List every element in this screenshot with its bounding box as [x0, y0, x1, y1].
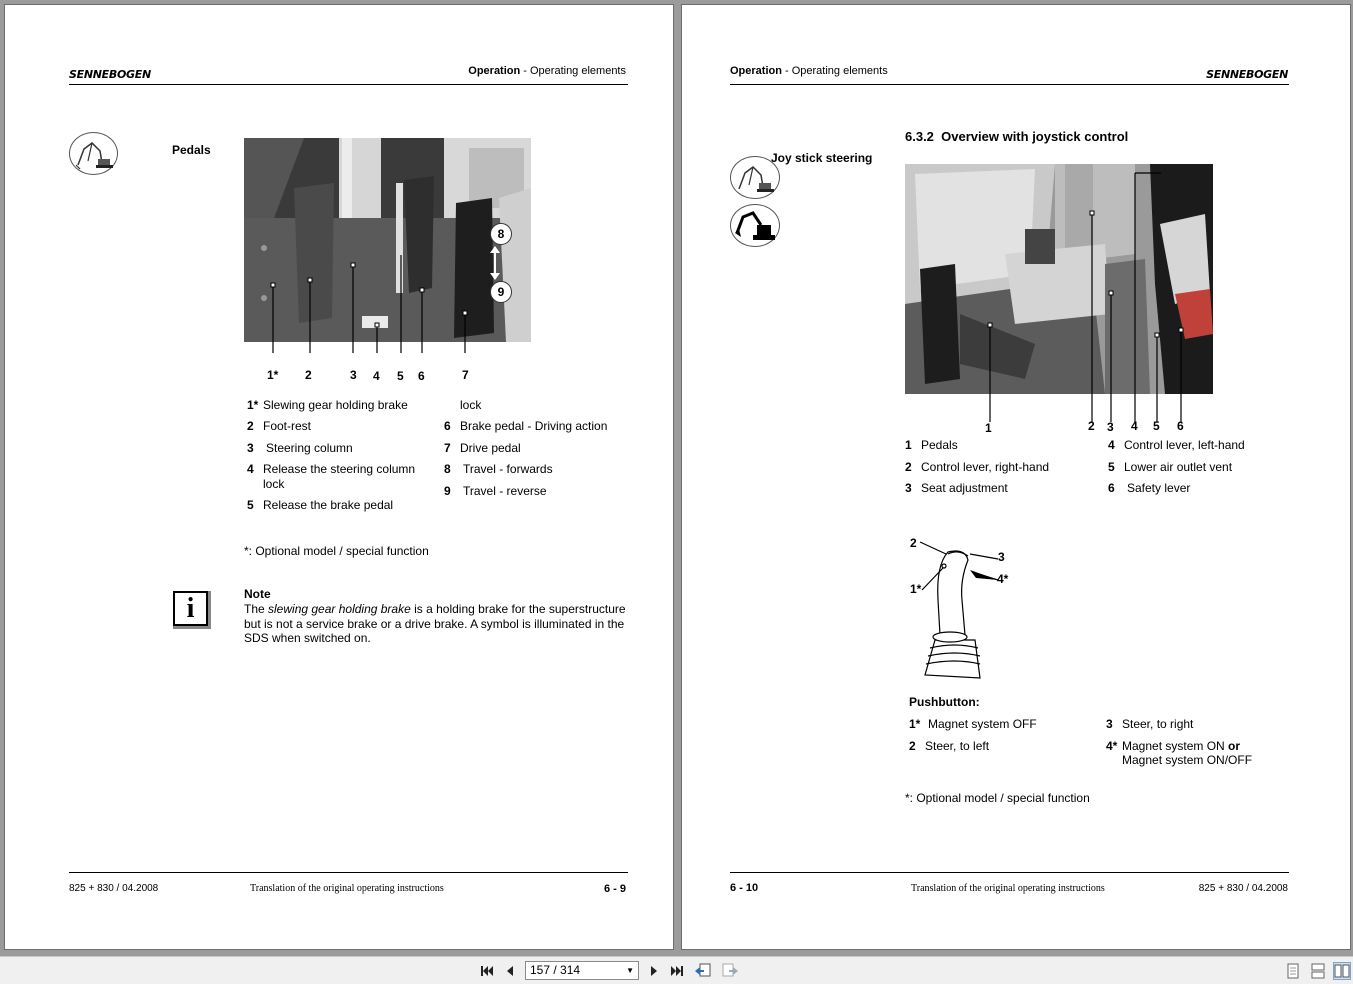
callout-label: 4 [373, 369, 380, 383]
callout-label: 5 [397, 369, 404, 383]
callout-label: 7 [462, 368, 469, 382]
page-header [730, 65, 888, 77]
legend-text: lock [460, 398, 482, 412]
last-page-icon [670, 965, 684, 977]
page-header [468, 65, 626, 77]
legend-num: 6 [444, 419, 451, 433]
footer-translation: Translation of the original operating instructions [911, 883, 1105, 894]
legend-text: Steering column [266, 441, 353, 455]
callout-label: 5 [1153, 419, 1160, 433]
callout-label: 2 [1088, 419, 1095, 433]
side-title: Joy stick steering [771, 151, 873, 165]
page-indicator: 157 / 314 [530, 963, 581, 977]
next-page-button[interactable] [645, 962, 663, 980]
legend-or: or [1228, 739, 1241, 753]
legend-num: 1* [247, 398, 259, 412]
go-back-button[interactable] [694, 962, 712, 980]
legend-num: 5 [247, 498, 254, 512]
two-page-icon [1334, 964, 1350, 978]
section-title: Overview with joystick control [941, 129, 1129, 144]
legend-text [1122, 739, 1240, 753]
footer-page-number: 6 - 10 [730, 882, 759, 894]
header-rule [69, 84, 628, 85]
legend-text: Foot-rest [263, 419, 312, 433]
legend-num: 4* [1106, 739, 1118, 753]
legend-text: Release the brake pedal [263, 498, 394, 512]
right-page [681, 4, 1351, 950]
legend-text: Travel - reverse [463, 484, 547, 498]
callout-reverse-badge: 9 [490, 281, 512, 303]
section-title: Pedals [172, 143, 211, 157]
go-forward-button[interactable] [721, 962, 739, 980]
header-section: Operation [730, 65, 782, 77]
legend-text: Seat adjustment [921, 481, 1008, 495]
header-subsection: - Operating elements [781, 65, 888, 77]
single-page-view-button[interactable] [1284, 962, 1302, 980]
legend-text: Travel - forwards [463, 462, 553, 476]
legend-text: lock [263, 477, 285, 491]
callout-leaders [905, 165, 1215, 425]
callout-label: 6 [418, 369, 425, 383]
legend-text: Pedals [921, 438, 958, 452]
sennebogen-logo: SENNEBOGEN [69, 68, 151, 81]
viewer-toolbar [0, 956, 1353, 984]
callout-label: 1* [267, 368, 279, 382]
legend-num: 9 [444, 484, 451, 498]
joystick-label: 3 [998, 550, 1005, 564]
crane-machine-icon [69, 132, 118, 175]
optional-footnote: *: Optional model / special function [905, 791, 1090, 805]
legend-num: 2 [247, 419, 254, 433]
first-page-button[interactable] [478, 962, 496, 980]
info-icon: i [173, 591, 211, 629]
callout-label: 3 [350, 368, 357, 382]
footer-page-number: 6 - 9 [603, 883, 626, 895]
legend-num: 3 [1106, 717, 1113, 731]
legend-num: 4 [247, 462, 254, 476]
legend-num: 6 [1108, 481, 1115, 495]
legend-text: Magnet system ON/OFF [1122, 753, 1253, 767]
continuous-view-button[interactable] [1309, 962, 1327, 980]
legend-text: Magnet system OFF [928, 717, 1037, 731]
note-body-rest: is a holding brake for the superstructure but is not a service brake or a drive brake. A symbol is illuminated in the SDS when switched on. [244, 602, 626, 645]
legend-num: 7 [444, 441, 451, 455]
footer-translation: Translation of the original operating instructions [250, 883, 444, 894]
left-page [4, 4, 674, 950]
header-section: Operation [468, 65, 521, 77]
legend-text: Steer, to left [925, 739, 990, 753]
page-number-input[interactable] [525, 961, 639, 980]
excavator-icon [730, 204, 780, 247]
previous-page-icon [505, 965, 515, 977]
callout-label: 1 [985, 421, 992, 435]
legend-text: Slewing gear holding brake [263, 398, 408, 412]
legend-text: Control lever, right-hand [921, 460, 1050, 474]
legend-text: Brake pedal - Driving action [460, 419, 608, 433]
callout-forward-badge: 8 [490, 223, 512, 245]
next-page-icon [649, 965, 659, 977]
go-back-icon [694, 963, 712, 979]
legend-num: 2 [909, 739, 916, 753]
callout-label: 6 [1177, 419, 1184, 433]
note-body-lead: The [244, 602, 269, 616]
footer-rule [730, 872, 1289, 873]
first-page-icon [480, 965, 494, 977]
pushbutton-title: Pushbutton: [909, 695, 980, 709]
legend-text: Steer, to right [1122, 717, 1194, 731]
joystick-label: 4* [997, 572, 1009, 586]
note-title: Note [244, 587, 271, 601]
optional-footnote: *: Optional model / special function [244, 544, 429, 558]
legend-text: Release the steering column [263, 462, 416, 476]
section-heading [905, 129, 1128, 144]
last-page-button[interactable] [668, 962, 686, 980]
go-forward-icon [721, 963, 739, 979]
note-body-term: slewing gear holding brake [268, 602, 411, 616]
legend-num: 1 [905, 438, 912, 452]
footer-rule [69, 872, 628, 873]
previous-page-button[interactable] [501, 962, 519, 980]
legend-text: Safety lever [1127, 481, 1191, 495]
callout-label: 3 [1107, 420, 1114, 434]
legend-text-main: Magnet system ON [1122, 739, 1225, 753]
legend-num: 1* [909, 717, 921, 731]
continuous-page-icon [1311, 963, 1325, 979]
legend-num: 8 [444, 462, 451, 476]
legend-text: Drive pedal [460, 441, 521, 455]
two-page-view-button[interactable] [1333, 962, 1351, 980]
legend-num: 2 [905, 460, 912, 474]
header-rule [730, 84, 1289, 85]
legend-num: 5 [1108, 460, 1115, 474]
callout-leaders [244, 255, 484, 365]
double-arrow-icon [487, 245, 503, 281]
callout-label: 2 [305, 368, 312, 382]
footer-edition: 825 + 830 / 04.2008 [1198, 883, 1288, 894]
header-subsection: - Operating elements [520, 65, 626, 77]
joystick-label: 2 [910, 536, 917, 550]
dropdown-arrow-icon: ▼ [626, 966, 634, 975]
footer-edition: 825 + 830 / 04.2008 [69, 883, 159, 894]
legend-num: 3 [247, 441, 254, 455]
callout-label: 4 [1131, 419, 1138, 433]
legend-num: 3 [905, 481, 912, 495]
note-body [244, 602, 629, 646]
legend-text: Lower air outlet vent [1124, 460, 1233, 474]
single-page-icon [1287, 963, 1299, 979]
joystick-label: 1* [910, 582, 922, 596]
sennebogen-logo: SENNEBOGEN [1206, 68, 1288, 81]
section-number: 6.3.2 [905, 129, 934, 144]
legend-num: 4 [1108, 438, 1115, 452]
legend-text: Control lever, left-hand [1124, 438, 1245, 452]
